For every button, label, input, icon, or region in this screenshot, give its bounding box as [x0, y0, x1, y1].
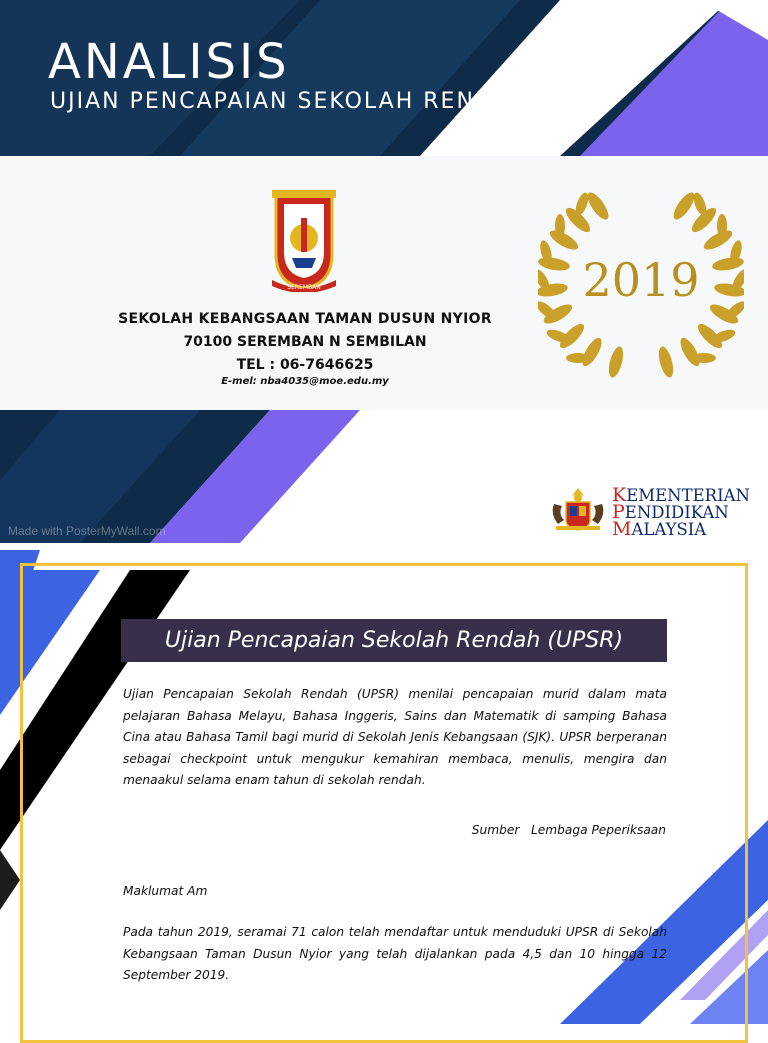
school-crest-logo [268, 188, 340, 292]
info-heading: Maklumat Am [123, 884, 208, 898]
laurel-wreath-icon [538, 186, 744, 382]
intro-paragraph: Ujian Pencapaian Sekolah Rendah (UPSR) menilai pencapaian murid dalam mata pelajaran Bahasa Melayu, Bahasa Inggeris, Sains dan Matematik di samping Bahasa Cina atau Bahasa Tamil bagi murid di Sekolah Jenis Kebangsaan (SJK). UPSR berperanan sebagai checkpoint untuk mengukur kemahiran membaca, menulis, mengira dan menaakul selama enam tahun di sekolah rendah. [123, 687, 667, 787]
school-phone: TEL : 06-7646625 [236, 357, 374, 373]
ministry-line2-cap: P [612, 501, 625, 523]
crest-text: SEREMBAN [287, 284, 321, 291]
watermark-text: Made with PosterMyWall.com [8, 524, 166, 538]
school-name: SEKOLAH KEBANGSAAN TAMAN DUSUN NYIOR [118, 311, 492, 327]
ministry-name [612, 484, 750, 540]
info-paragraph: Pada tahun 2019, seramai 71 calon telah mendaftar untuk menduduki UPSR di Sekolah Kebangsaan Taman Dusun Nyior yang telah dijalankan pada 4,5 dan 10 hingga 12 September 2019. [123, 925, 667, 982]
section-heading: Ujian Pencapaian Sekolah Rendah (UPSR) [164, 628, 624, 653]
source-note: Sumber Lembaga Peperiksaan [471, 823, 666, 837]
school-address: 70100 SEREMBAN N SEMBILAN [183, 334, 427, 350]
page-subtitle: UJIAN PENCAPAIAN SEKOLAH RENDAH [50, 89, 530, 114]
ministry-line3-rest: ALAYSIA [631, 520, 707, 539]
badge-year: 2019 [582, 253, 700, 307]
left-black-tip [0, 850, 20, 910]
ministry-line1-rest: EMENTERIAN [626, 486, 750, 505]
ministry-line2-rest: ENDIDIKAN [624, 503, 729, 522]
ministry-line1-cap: K [612, 484, 627, 506]
page-title: ANALISIS [48, 34, 290, 90]
school-email: E-mel: nba4035@moe.edu.my [221, 376, 389, 387]
ministry-coat-of-arms-icon [548, 486, 608, 532]
ministry-line3-cap: M [612, 518, 632, 540]
